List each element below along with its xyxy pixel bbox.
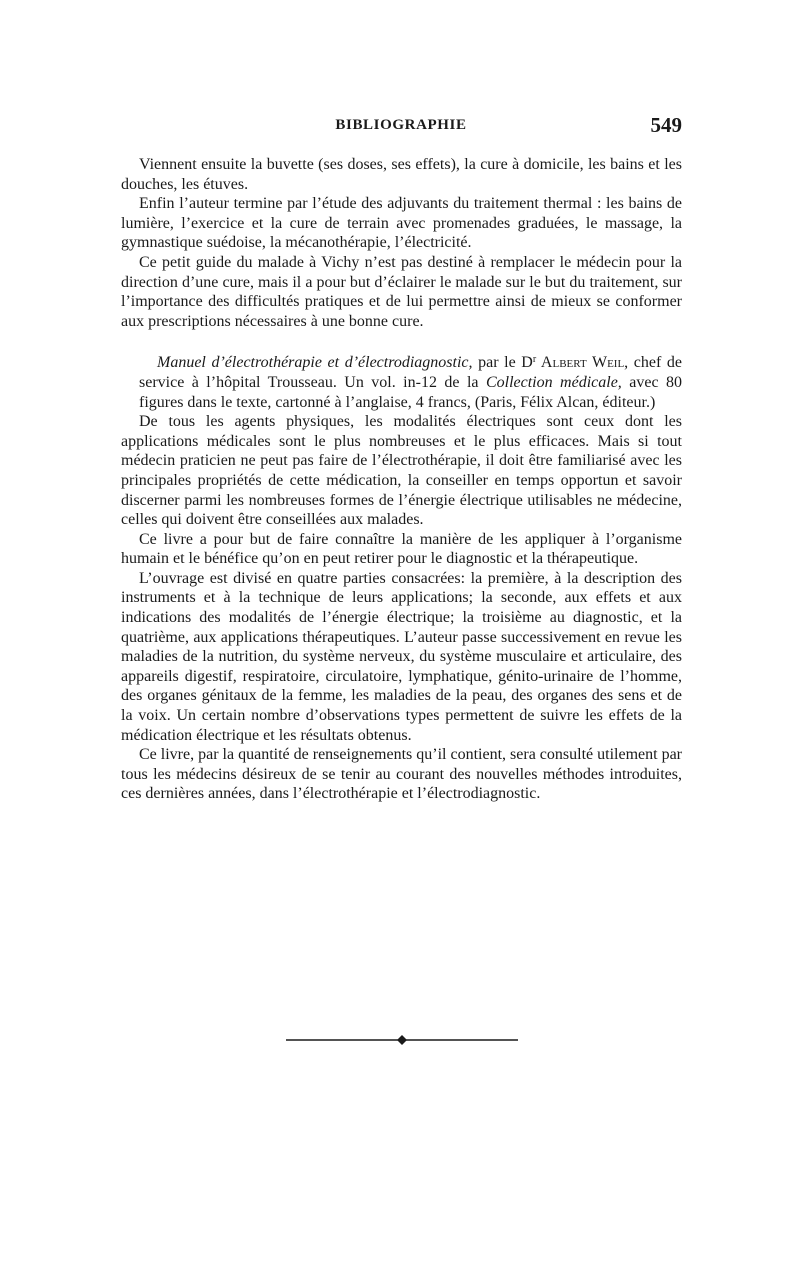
review-publisher: avec 80 figures dans le texte, cartonné à l’anglaise, 4 francs, (Paris, Félix Alcan, éditeur.) (139, 373, 683, 411)
section-end-ornament (286, 1033, 518, 1047)
review-by: par le D (472, 354, 533, 372)
review-details: chef de service à l’hôpital Trousseau. Un vol. in-12 de la (139, 354, 683, 391)
paragraph-buvette: Viennent ensuite la buvette (ses doses, ses effets), la cure à domicile, les bains et les douches, les étuves. (121, 156, 682, 193)
page-number: 549 (650, 113, 682, 137)
paragraph-adjuvants: Enfin l’auteur termine par l’étude des adjuvants du traitement thermal : les bains de lumière, l’exercice et la cure de terrain avec promenades graduées, le massage, la gymnastique suédoise, la mécanothérapie, l’électricité. (121, 195, 682, 252)
review-collection: Collection médicale, (485, 373, 622, 391)
review-citation (121, 350, 682, 412)
review-author: Albert Weil, (536, 354, 629, 372)
page-header (120, 113, 682, 141)
review-paragraph-conclusion: Ce livre, par la quantité de renseignements qu’il contient, sera consulté utilement par tous les médecins désireux de se tenir au courant des nouvelles méthodes introduites, ces dernières années, dans l’électrothérapie et l’électrodiagnostic. (121, 746, 682, 803)
page-body (121, 155, 682, 804)
running-title: BIBLIOGRAPHIE (335, 117, 467, 133)
review-by-superscript: r (532, 354, 537, 366)
paragraph-guide: Ce petit guide du malade à Vichy n’est pas destiné à remplacer le médecin pour la direction d’une cure, mais il a pour but d’éclairer le malade sur le but du traitement, sur l’importance des difficultés pratiques et de lui permettre ainsi de mieux se conformer aux prescriptions nécessaires à une bonne cure. (121, 253, 682, 330)
review-paragraph-structure: L’ouvrage est divisé en quatre parties consacrées: la première, à la description des instruments et à la technique de leurs applications; la seconde, aux effets et aux indications des modalités de l’énergie électrique; la troisième au diagnostic, et la quatrième, aux applications thérapeutiques. L’auteur passe successivement en revue les maladies de la nutrition, du système nerveux, du système musculaire et articulaire, des appareils digestif, respiratoire, circulatoire, lymphatique, génito-urinaire de l’homme, des organes génitaux de la femme, les maladies de la peau, des organes des sens et de la voix. Un certain nombre d’observations types permettent de suivre les effets de la médication électrique et les résultats obtenus. (121, 569, 682, 744)
review-paragraph-agents: De tous les agents physiques, les modalités électriques sont ceux dont les applications médicales sont le plus nombreuses et le plus efficaces. Mais si tout médecin praticien ne peut pas faire de l’électrothérapie, il doit être familiarisé avec les principales propriétés de cette médication, la conseiller en temps opportun et savoir discerner parmi les nombreuses formes de l’énergie électrique utilisables ne médecine, celles qui doivent être conseillées aux malades. (121, 413, 682, 529)
book-review (121, 350, 682, 804)
review-book-title: Manuel d’électrothérapie et d’électrodiagnostic, (157, 354, 473, 372)
review-paragraph-purpose: Ce livre a pour but de faire connaître la manière de les appliquer à l’organisme humain et le bénéfice qu’on en peut retirer pour le diagnostic et la thérapeutique. (121, 530, 682, 568)
